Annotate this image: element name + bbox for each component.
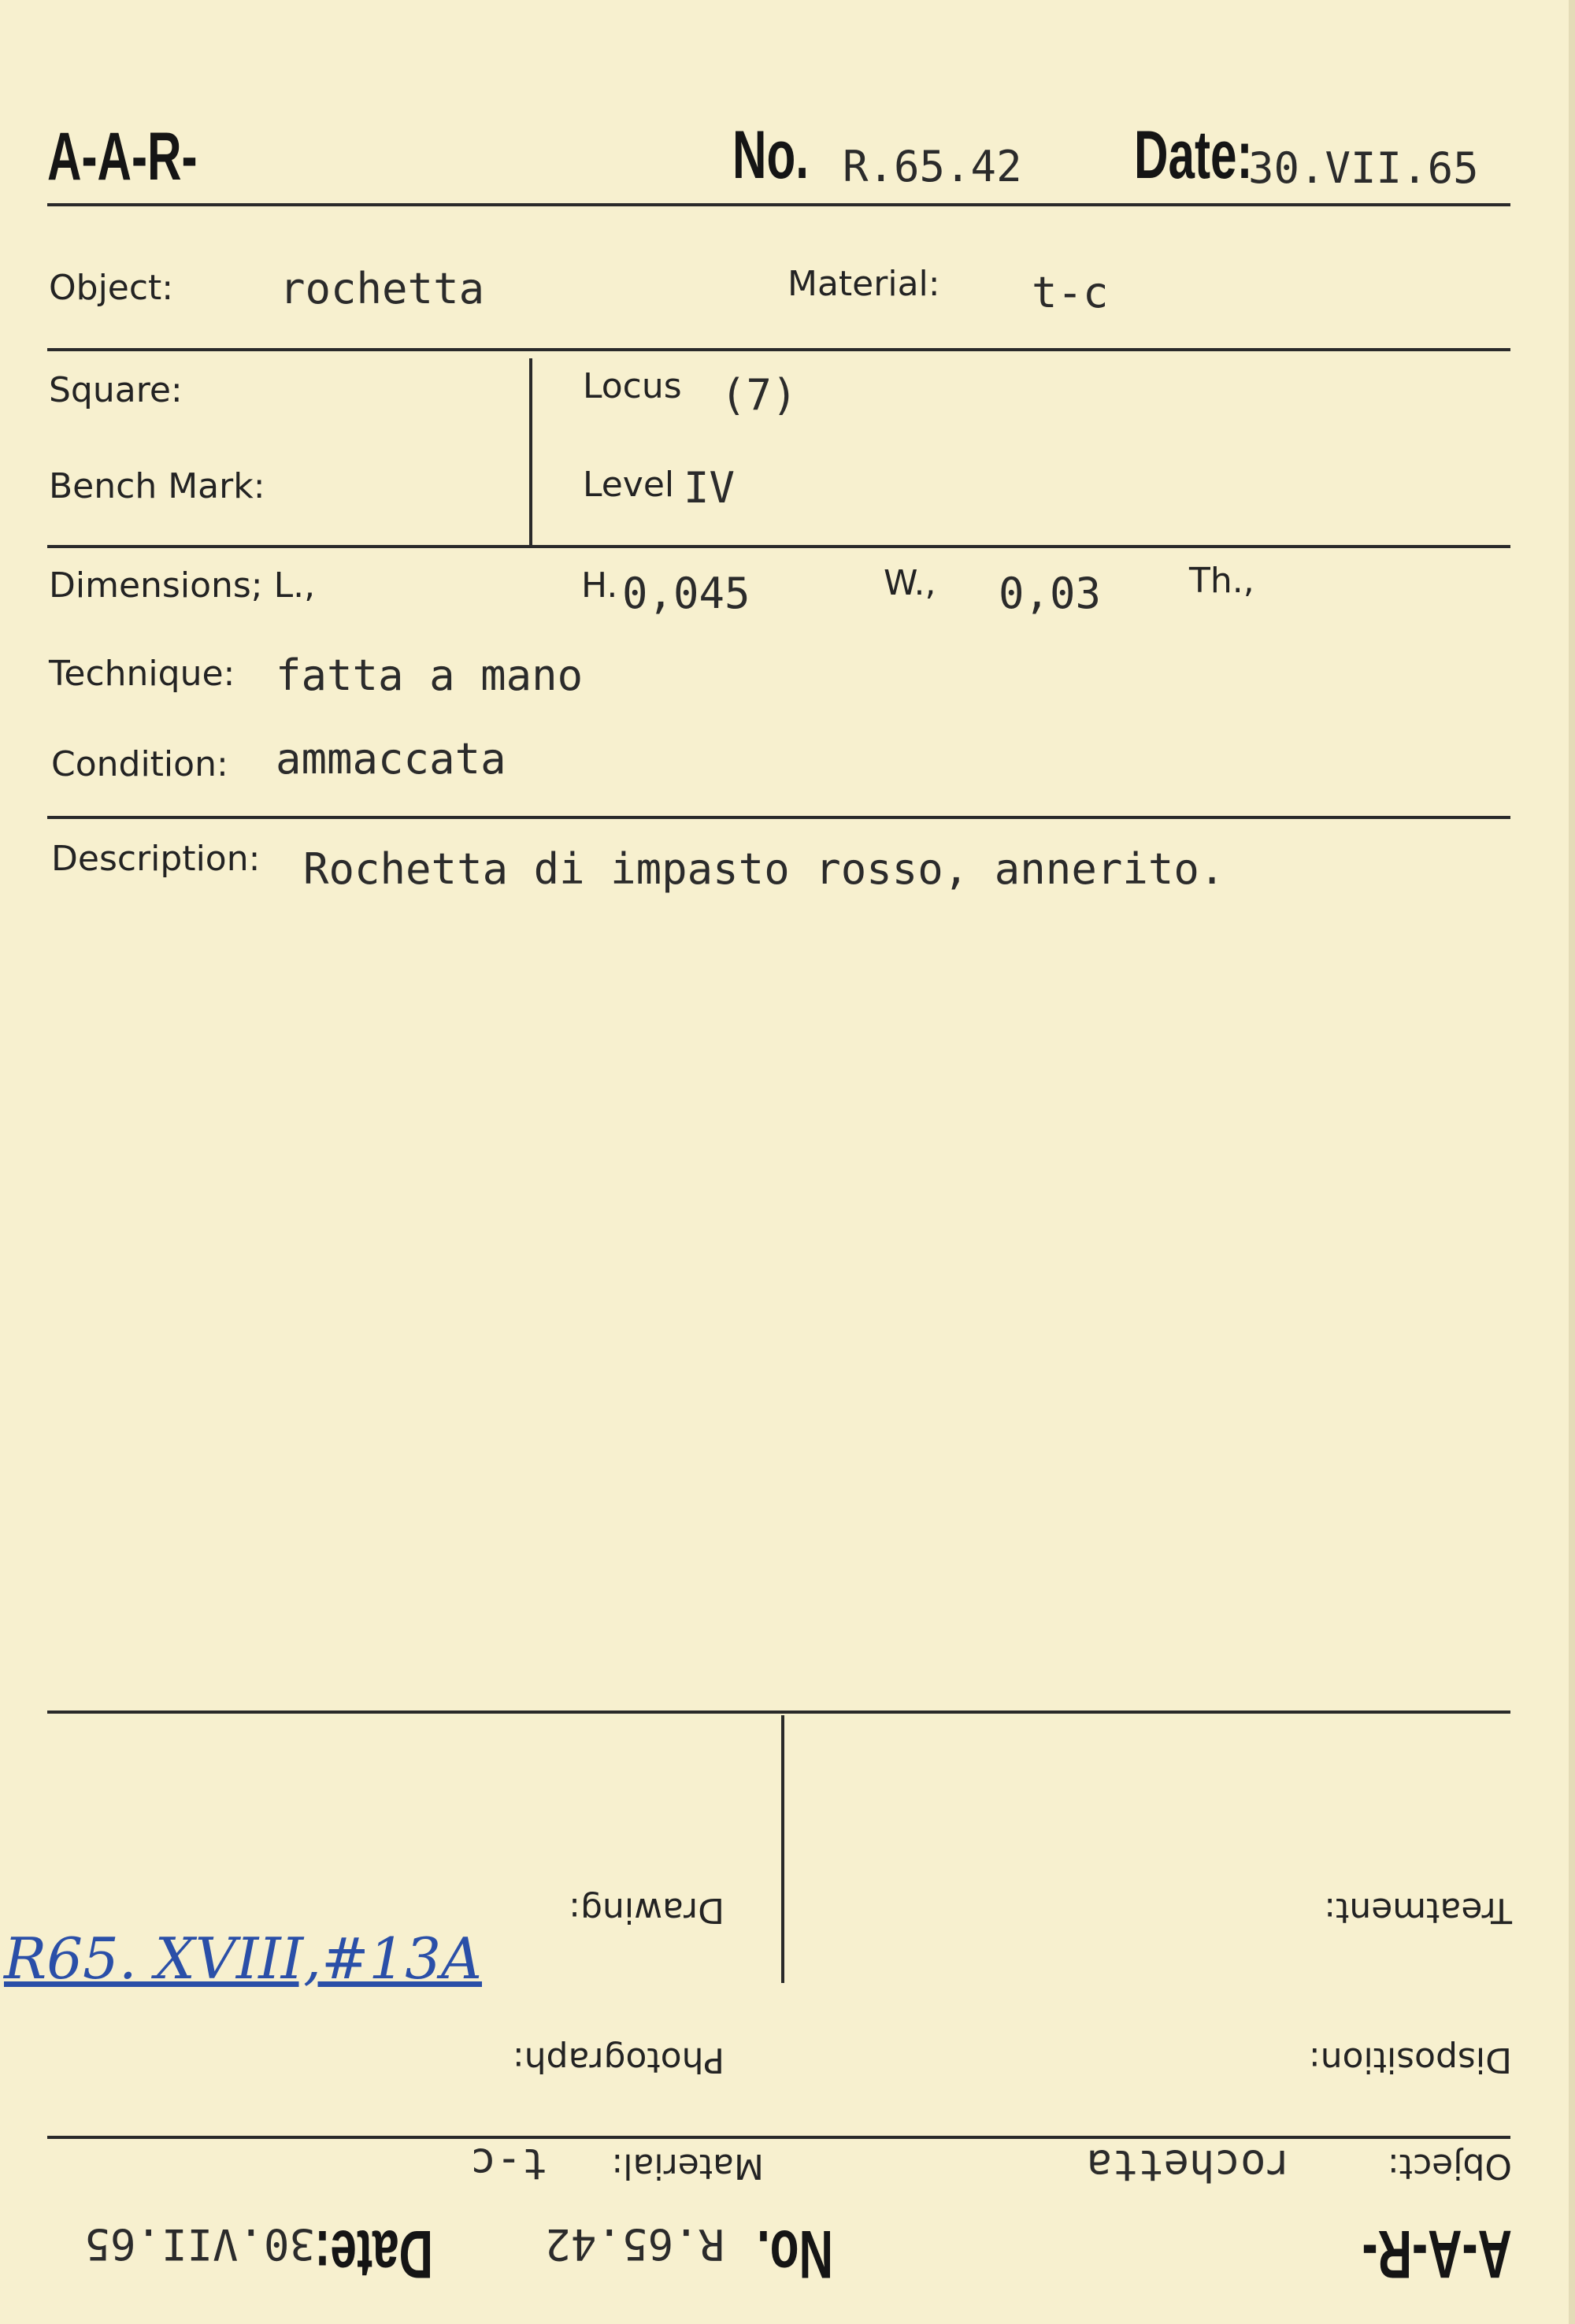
disposition-label: Disposition: — [1308, 2040, 1512, 2080]
level-value: IV — [684, 463, 736, 513]
bottom-date-value: 30.VII.65 — [84, 2219, 315, 2269]
condition-value: ammaccata — [276, 734, 506, 784]
locus-divider — [529, 358, 532, 546]
square-label: Square: — [49, 370, 183, 410]
condition-label: Condition: — [51, 744, 228, 784]
photograph-handwritten-ref — [4, 1926, 482, 1992]
locus-value: (7) — [721, 370, 798, 420]
bottom-series-code: A-A-R- — [1362, 2216, 1512, 2292]
height-value: 0,045 — [622, 569, 750, 618]
no-value: R.65.42 — [843, 142, 1022, 191]
condition-rule — [47, 816, 1510, 819]
drawing-label: Drawing: — [569, 1890, 724, 1930]
level-label: Level — [583, 465, 675, 505]
object-rule — [47, 348, 1510, 351]
bottom-material-label: Material: — [611, 2146, 764, 2186]
dimensions-label: Dimensions; L., — [49, 565, 316, 606]
description-value: Rochetta di impasto rosso, annerito. — [303, 844, 1225, 894]
material-label: Material: — [788, 264, 940, 304]
material-value: t-c — [1032, 268, 1109, 317]
bench-mark-label: Bench Mark: — [49, 466, 265, 506]
width-value: 0,03 — [999, 569, 1102, 618]
object-value: rochetta — [280, 264, 485, 313]
height-label: H. — [581, 565, 618, 606]
photograph-label: Photograph: — [512, 2040, 724, 2080]
bottom-object-value: rochetta — [1086, 2141, 1292, 2190]
technique-value: fatta a mano — [276, 650, 584, 700]
header-rule — [47, 203, 1510, 206]
bottom-no-label: No. — [757, 2216, 833, 2292]
photograph-value: R65. XVIII,#13A — [4, 1926, 483, 1992]
locus-label: Locus — [583, 366, 682, 406]
description-label: Description: — [51, 839, 261, 879]
bottom-object-label: Object: — [1387, 2146, 1512, 2186]
object-label: Object: — [49, 268, 174, 308]
series-code: A-A-R- — [47, 119, 198, 195]
treatment-label: Treatment: — [1324, 1890, 1512, 1930]
bottom-date-label: Date: — [314, 2216, 433, 2292]
inverted-footer — [0, 1693, 1575, 2324]
no-label: No. — [732, 117, 809, 193]
width-label: W., — [884, 563, 936, 603]
thickness-label: Th., — [1189, 561, 1254, 601]
date-value: 30.VII.65 — [1248, 143, 1479, 193]
bottom-material-value: t-c — [470, 2139, 547, 2189]
bottom-no-value: R.65.42 — [545, 2219, 724, 2269]
locus-rule — [47, 545, 1510, 548]
technique-label: Technique: — [49, 654, 235, 694]
date-label: Date: — [1134, 117, 1253, 193]
